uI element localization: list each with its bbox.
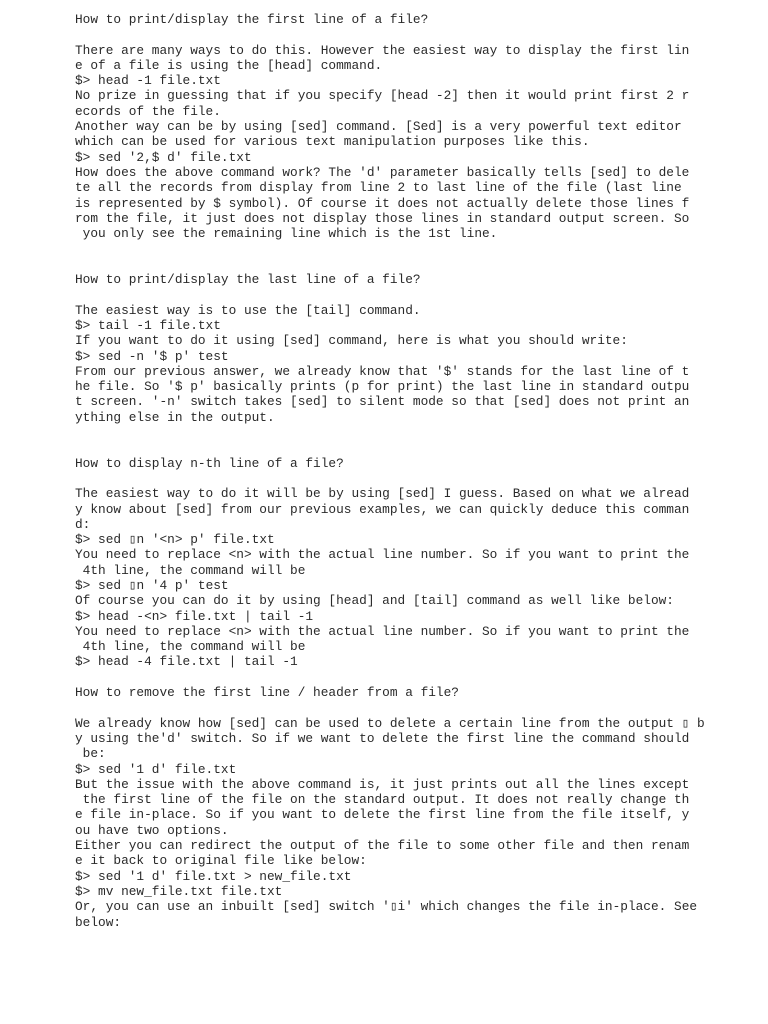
text-line: How does the above command work? The 'd' parameter basically tells [sed] to dele — [75, 164, 690, 180]
text-line: rom the file, it just does not display those lines in standard output screen. So — [75, 210, 690, 226]
blank-line — [75, 700, 715, 715]
text-line: You need to replace <n> with the actual line number. So if you want to print the — [75, 623, 690, 639]
text-line: $> head -<n> file.txt | tail -1 — [75, 608, 314, 624]
text-line: Another way can be by using [sed] command. [Sed] is a very powerful text editor — [75, 119, 682, 135]
blank-line — [75, 670, 715, 685]
text-line: ecords of the file. — [75, 103, 221, 119]
text-line: $> mv new_file.txt file.txt — [75, 883, 283, 899]
text-line: ou have two options. — [75, 822, 229, 838]
text-line: $> sed ▯n '<n> p' file.txt — [75, 532, 275, 548]
text-line: We already know how [sed] can be used to delete a certain line from the output ▯ b — [75, 715, 705, 731]
text-line: $> sed '2,$ d' file.txt — [75, 149, 252, 165]
text-line: $> sed '1 d' file.txt > new_file.txt — [75, 868, 352, 884]
text-line: There are many ways to do this. However the easiest way to display the first lin — [75, 42, 690, 58]
text-line: e of a file is using the [head] command. — [75, 57, 383, 73]
text-line: he file. So '$ p' basically prints (p for print) the last line in standard outpu — [75, 379, 690, 395]
text-line: How to print/display the first line of a file? — [75, 12, 429, 27]
text-line: If you want to do it using [sed] command, here is what you should write: — [75, 333, 628, 349]
text-line: you only see the remaining line which is the 1st line. — [75, 226, 498, 242]
blank-line — [75, 241, 715, 256]
text-line: d: — [75, 516, 91, 532]
text-line: which can be used for various text manipulation purposes like this. — [75, 134, 590, 150]
blank-line — [75, 287, 715, 302]
text-line: below: — [75, 914, 122, 930]
text-line: The easiest way is to use the [tail] command. — [75, 302, 421, 318]
blank-line — [75, 471, 715, 486]
text-line: 4th line, the command will be — [75, 562, 306, 578]
text-line: $> head -1 file.txt — [75, 73, 221, 89]
text-line: is represented by $ symbol). Of course it does not actually delete those lines f — [75, 195, 690, 211]
text-line: $> head -4 file.txt | tail -1 — [75, 654, 298, 670]
text-line: y know about [sed] from our previous examples, we can quickly deduce this comman — [75, 501, 690, 517]
text-line: You need to replace <n> with the actual line number. So if you want to print the — [75, 547, 690, 563]
text-line: y using the'd' switch. So if we want to delete the first line the command should — [75, 730, 690, 746]
text-line: e it back to original file like below: — [75, 853, 367, 869]
text-line: ything else in the output. — [75, 409, 275, 425]
blank-line — [75, 257, 715, 272]
text-line: t screen. '-n' switch takes [sed] to silent mode so that [sed] does not print an — [75, 394, 690, 410]
text-line: the first line of the file on the standard output. It does not really change th — [75, 792, 690, 808]
text-line: $> sed '1 d' file.txt — [75, 761, 237, 777]
text-line: Or, you can use an inbuilt [sed] switch '▯i' which changes the file in-place. See — [75, 899, 698, 915]
text-line: $> tail -1 file.txt — [75, 317, 221, 333]
document-page — [75, 12, 715, 930]
blank-line — [75, 425, 715, 440]
text-line: How to print/display the last line of a file? — [75, 272, 421, 288]
text-line: be: — [75, 746, 106, 762]
text-line: From our previous answer, we already know that '$' stands for the last line of t — [75, 363, 690, 379]
text-line: 4th line, the command will be — [75, 639, 306, 655]
text-line: How to remove the first line / header from a file? — [75, 685, 459, 701]
blank-line — [75, 27, 715, 42]
blank-line — [75, 440, 715, 455]
text-line: The easiest way to do it will be by using [sed] I guess. Based on what we alread — [75, 486, 690, 502]
text-line: No prize in guessing that if you specify [head -2] then it would print first 2 r — [75, 88, 690, 104]
text-line: Either you can redirect the output of the file to some other file and then renam — [75, 838, 690, 854]
text-line: $> sed -n '$ p' test — [75, 348, 229, 364]
text-line: $> sed ▯n '4 p' test — [75, 577, 229, 593]
text-line: How to display n-th line of a file? — [75, 455, 344, 471]
text-line: te all the records from display from line 2 to last line of the file (last line — [75, 180, 682, 196]
text-line: e file in-place. So if you want to delete the first line from the file itself, y — [75, 807, 690, 823]
text-line: But the issue with the above command is, it just prints out all the lines except — [75, 776, 690, 792]
text-line: Of course you can do it by using [head] and [tail] command as well like below: — [75, 593, 674, 609]
